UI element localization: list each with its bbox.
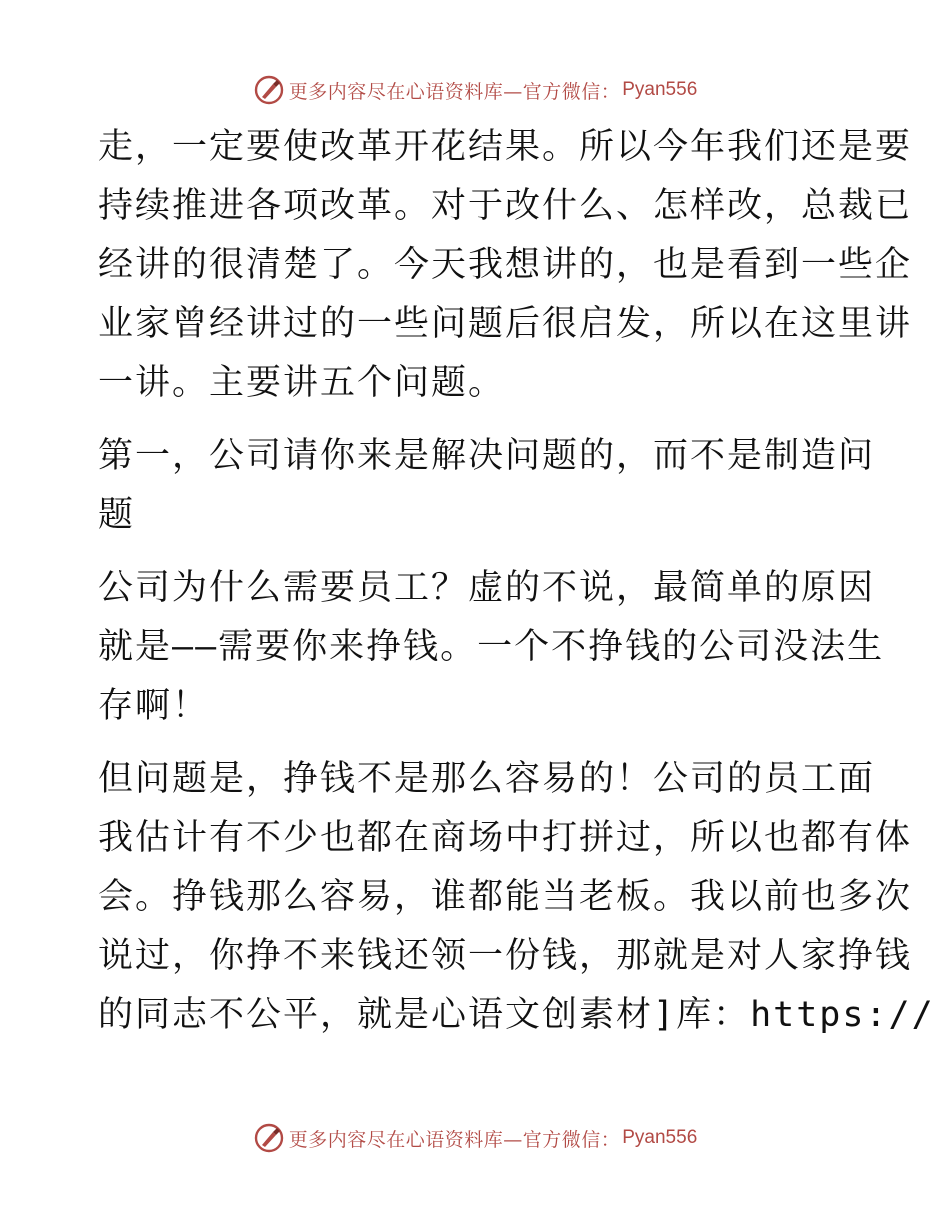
paragraph <box>98 118 913 413</box>
text-line: 但问题是，挣钱不是那么容易的！公司的员工面 <box>98 759 876 799</box>
text-line: 说过，你挣不来钱还领一份钱，那就是对人家挣钱 <box>98 936 913 976</box>
text-line: 第一，公司请你来是解决问题的，而不是制造问 <box>98 436 876 476</box>
footer-banner-text: 更多内容尽在心语资料库—官方微信： <box>288 1128 621 1151</box>
text-line: 持续推进各项改革。对于改什么、怎样改，总裁已 <box>98 186 913 226</box>
footer-wechat-id: Pyan556 <box>622 1127 698 1148</box>
text-line: 我估计有不少也都在商场中打拼过，所以也都有体 <box>98 818 913 858</box>
paragraph <box>98 427 876 545</box>
pen-seal-icon <box>253 74 285 106</box>
text-line: 就是——需要你来挣钱。一个不挣钱的公司没法生 <box>98 627 885 667</box>
header-wechat-id: Pyan556 <box>622 79 698 100</box>
pen-seal-icon <box>253 1122 285 1154</box>
text-line: 经讲的很清楚了。今天我想讲的，也是看到一些企 <box>98 245 913 285</box>
page-footer <box>0 1118 950 1158</box>
text-line: 公司为什么需要员工？虚的不说，最简单的原因 <box>98 568 876 608</box>
page-header <box>0 70 950 110</box>
paragraph <box>98 750 935 1045</box>
document-body <box>98 118 935 1045</box>
text-line: 走，一定要使改革开花结果。所以今年我们还是要 <box>98 127 913 167</box>
text-line: 的同志不公平，就是心语文创素材]库：https:// <box>98 995 935 1035</box>
text-line: 业家曾经讲过的一些问题后很启发，所以在这里讲 <box>98 304 913 344</box>
text-line: 会。挣钱那么容易，谁都能当老板。我以前也多次 <box>98 877 913 917</box>
paragraph <box>98 559 885 736</box>
text-line: 题 <box>98 495 136 535</box>
text-line: 存啊！ <box>98 686 210 726</box>
header-banner-text: 更多内容尽在心语资料库—官方微信： <box>288 80 621 103</box>
text-line: 一讲。主要讲五个问题。 <box>98 363 506 403</box>
